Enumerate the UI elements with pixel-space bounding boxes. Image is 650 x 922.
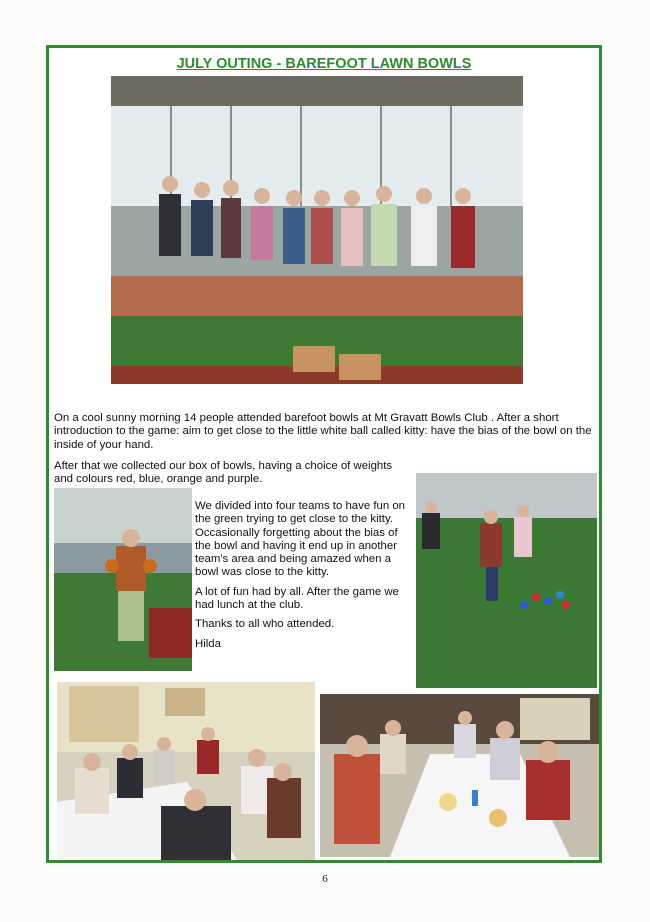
intro-paragraph: On a cool sunny morning 14 people attended barefoot bowls at Mt Gravatt Bowls Club . After a short introduction to the game: aim to get close to the little white ball called kitty: have the bias of the bowl on the inside of your hand. [54, 412, 592, 451]
lunch-table-left-photo [57, 682, 315, 860]
fun-paragraph: A lot of fun had by all. After the game we had lunch at the club. [195, 585, 399, 612]
lunch-table-right-photo [320, 694, 599, 857]
story-column [195, 500, 413, 657]
bowling-on-green-photo [416, 473, 597, 688]
thanks-paragraph: Thanks to all who attended. [195, 618, 335, 631]
signature: Hilda [195, 637, 221, 650]
teams-paragraph: We divided into four teams to have fun on the green trying to get close to the kitty. Occasionally forgetting about the bias of the bowl and having it end up in another team's area and being amazed when a bowl was close to the kitty. [195, 500, 406, 579]
page-border [46, 45, 602, 863]
page-number: 6 [322, 873, 328, 885]
page-title: JULY OUTING - BAREFOOT LAWN BOWLS [176, 56, 472, 72]
group-photo [111, 76, 523, 384]
bowls-box-paragraph: After that we collected our box of bowls, having a choice of weights and colours red, blue, orange and purple. [54, 460, 393, 486]
woman-holding-bowls-photo [54, 488, 192, 671]
